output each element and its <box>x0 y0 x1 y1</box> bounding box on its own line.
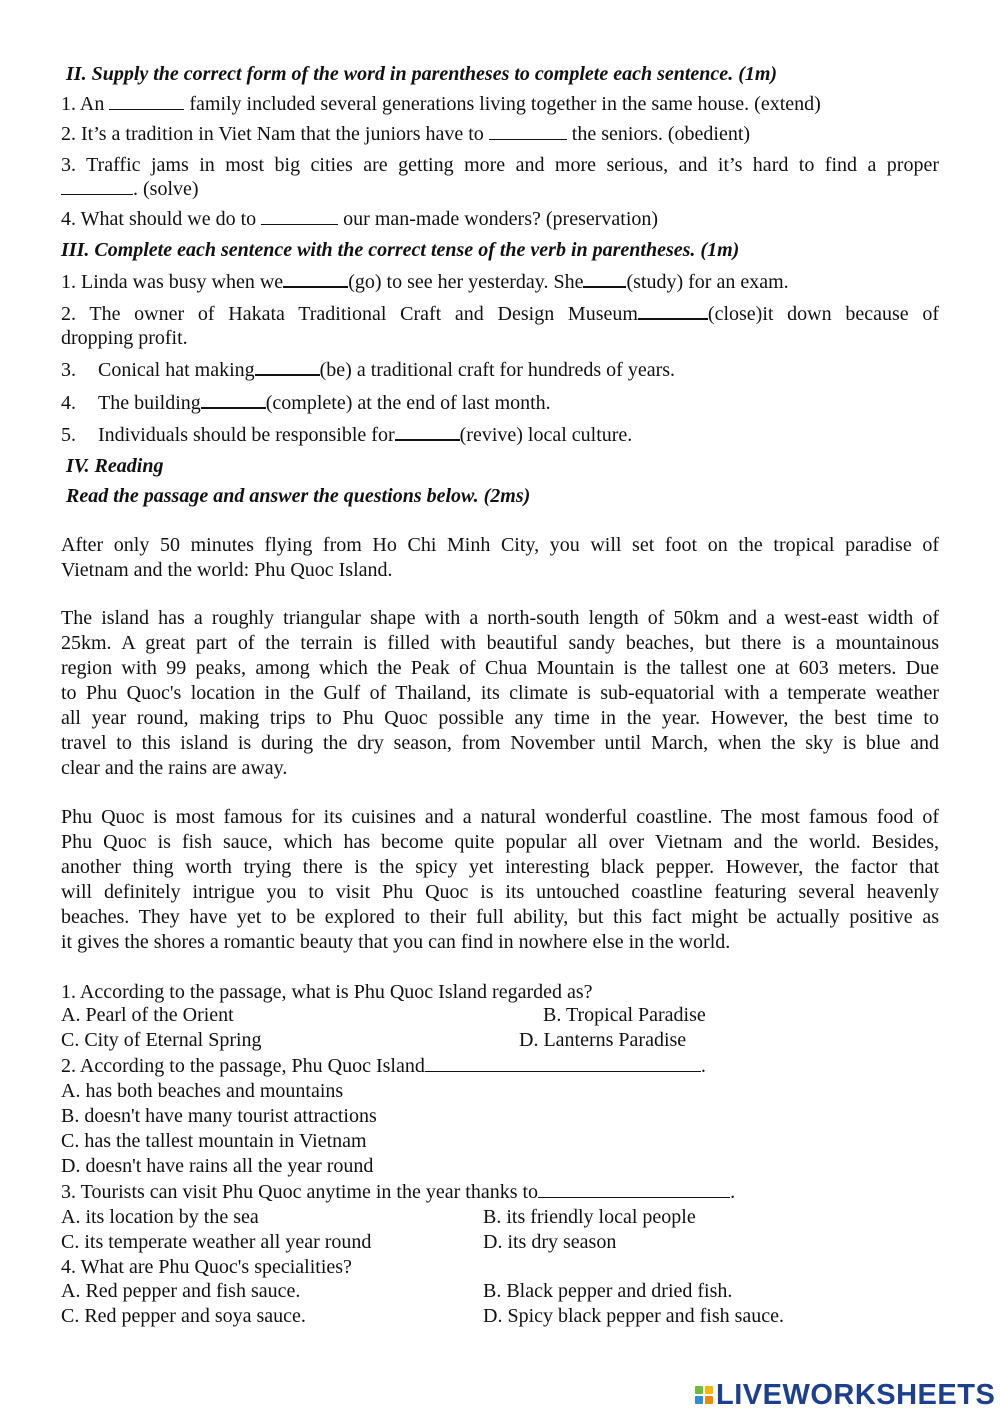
q1-option-a[interactable]: A. Pearl of the Orient <box>61 1004 234 1026</box>
s3-q1-blank-1[interactable] <box>283 286 348 288</box>
passage-paragraph-3: Phu Quoc is most famous for its cuisines and a natural wonderful coastline. The most famous food of Phu Quoc is fish sauce, which has become quite popular all over Vietnam and the world. Besides, another thing worth trying there is the spicy yet interesting black pepper. However, the factor that will definitely intrigue you to visit Phu Quoc is its untouched coastline featuring several heavenly beaches. They have yet to be explored to their full ability, but this fact might be actually positive as it gives the shores a romantic beauty that you can find in nowhere else in the world. <box>61 806 939 953</box>
q2-option-b[interactable]: B. doesn't have many tourist attractions <box>61 1105 377 1127</box>
s2-q1-blank[interactable] <box>109 109 184 110</box>
s2-q3-blank[interactable] <box>61 194 133 195</box>
s3-question-3: 3. Conical hat making (be) a traditional craft for hundreds of years. <box>61 359 676 381</box>
q3-option-a[interactable]: A. its location by the sea <box>61 1206 259 1228</box>
s3-question-2-line-1: 2. The owner of Hakata Traditional Craft and Design Museum (close)it down because of <box>61 303 940 325</box>
liveworksheets-logo[interactable] <box>695 1378 995 1412</box>
logo-tile-yellow <box>705 1386 713 1394</box>
s2-question-3-line-1: 3. Traffic jams in most big cities are getting more and more serious, and it’s hard to find a proper <box>61 154 939 176</box>
logo-tile-orange <box>705 1396 713 1404</box>
passage-paragraph-1: After only 50 minutes flying from Ho Chi Minh City, you will set foot on the tropical paradise of Vietnam and the world: Phu Quoc Island. <box>61 534 939 581</box>
q4-option-c[interactable]: C. Red pepper and soya sauce. <box>61 1305 306 1327</box>
s2-question-1: 1. An family included several generations living together in the same house. (extend) <box>61 93 821 115</box>
section-2-heading: II. Supply the correct form of the word in parentheses to complete each sentence. (1m) <box>66 63 778 85</box>
s3-q1-blank-2[interactable] <box>583 286 626 288</box>
logo-text: LIVEWORKSHEETS <box>716 1378 996 1411</box>
logo-tile-green <box>695 1386 703 1394</box>
s3-q3-blank[interactable] <box>255 374 320 376</box>
s3-question-2-line-2: dropping profit. <box>61 327 188 349</box>
s3-q2-blank[interactable] <box>638 318 708 320</box>
s3-question-5: 5. Individuals should be responsible for (revive) local culture. <box>61 424 633 446</box>
section-4-subheading: Read the passage and answer the questions below. (2ms) <box>66 485 531 507</box>
s3-q4-blank[interactable] <box>201 407 266 409</box>
reading-question-4: 4. What are Phu Quoc's specialities? <box>61 1256 352 1278</box>
s2-question-4: 4. What should we do to our man-made wonders? (preservation) <box>61 208 659 230</box>
q4-option-b[interactable]: B. Black pepper and dried fish. <box>483 1280 733 1302</box>
q1-option-c[interactable]: C. City of Eternal Spring <box>61 1029 262 1051</box>
reading-question-1: 1. According to the passage, what is Phu Quoc Island regarded as? <box>61 981 593 1003</box>
s3-q5-blank[interactable] <box>395 439 460 441</box>
section-3-heading: III. Complete each sentence with the correct tense of the verb in parentheses. (1m) <box>61 239 740 261</box>
q3-option-b[interactable]: B. its friendly local people <box>483 1206 696 1228</box>
q2-option-a[interactable]: A. has both beaches and mountains <box>61 1080 344 1102</box>
s2-question-3-line-2: . (solve) <box>61 177 939 201</box>
s3-question-4: 4. The building (complete) at the end of last month. <box>61 392 551 414</box>
s3-question-1: 1. Linda was busy when we (go) to see her yesterday. She (study) for an exam. <box>61 271 789 293</box>
q2-option-c[interactable]: C. has the tallest mountain in Vietnam <box>61 1130 367 1152</box>
logo-tile-blue <box>695 1396 703 1404</box>
q2-blank[interactable] <box>425 1071 701 1072</box>
worksheet <box>61 0 939 1413</box>
q1-option-d[interactable]: D. Lanterns Paradise <box>519 1029 687 1051</box>
q3-option-d[interactable]: D. its dry season <box>483 1231 617 1253</box>
s2-q4-blank[interactable] <box>261 224 338 225</box>
s2-question-2: 2. It’s a tradition in Viet Nam that the juniors have to the seniors. (obedient) <box>61 123 751 145</box>
q2-option-d[interactable]: D. doesn't have rains all the year round <box>61 1155 374 1177</box>
q4-option-d[interactable]: D. Spicy black pepper and fish sauce. <box>483 1305 785 1327</box>
q3-option-c[interactable]: C. its temperate weather all year round <box>61 1231 372 1253</box>
logo-grid-icon <box>695 1386 713 1404</box>
reading-question-2: 2. According to the passage, Phu Quoc Island . <box>61 1055 706 1077</box>
s2-q2-blank[interactable] <box>489 139 567 140</box>
section-4-heading: IV. Reading <box>66 455 164 477</box>
q3-blank[interactable] <box>538 1197 730 1198</box>
reading-question-3: 3. Tourists can visit Phu Quoc anytime in the year thanks to . <box>61 1181 736 1203</box>
q4-option-a[interactable]: A. Red pepper and fish sauce. <box>61 1280 301 1302</box>
q1-option-b[interactable]: B. Tropical Paradise <box>543 1004 706 1026</box>
passage-paragraph-2: The island has a roughly triangular shape with a north-south length of 50km and a west-east width of 25km. A great part of the terrain is filled with beautiful sandy beaches, but there is a mountainous region with 99 peaks, among which the Peak of Chua Mountain is the tallest one at 603 meters. Due to Phu Quoc's location in the Gulf of Thailand, its climate is sub-equatorial with a temperate weather all year round, making trips to Phu Quoc possible any time in the year. However, the best time to travel to this island is during the dry season, from November until March, when the sky is blue and clear and the rains are away. <box>61 607 939 779</box>
